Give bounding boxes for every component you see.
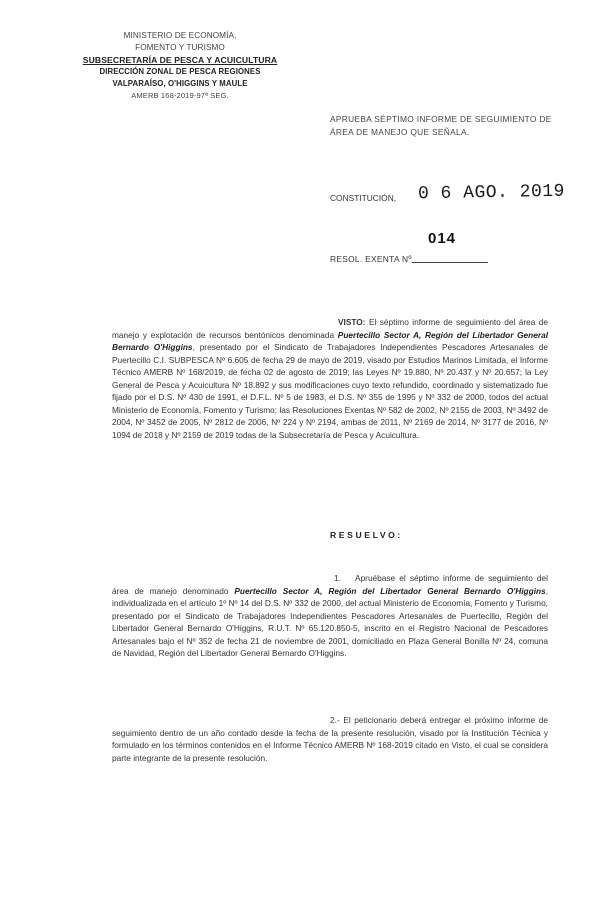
subsecretaria-line: SUBSECRETARÍA DE PESCA Y ACUICULTURA [82,55,278,65]
ministry-line: MINISTERIO DE ECONOMÍA, [123,31,237,40]
date-stamp: 0 6 AGO. 2019 [417,181,566,205]
item-2-text: El peticionario deberá entregar el próximo informe de seguimiento dentro de un año contado desde la fecha de la presente resolución, visado por la Institución Técnica y formulado en los términos contenidos en el Informe Técnico AMERB Nº 168-2019 citado en Visto, el cual se considera parte integrante de la presente resolución. [112,715,549,763]
resolution-number: 014 [428,230,457,247]
item-1-text-a: Apruébase el séptimo informe de seguimiento del área de manejo denominado [112,573,548,596]
item-1-area-name: Puertecillo Sector A, Región del Libertador General Bernardo O'Higgins [234,585,546,596]
resolution-label: RESOL. EXENTA Nº [330,254,412,264]
item-1-number: 1. [334,573,341,583]
item-1-paragraph [112,572,548,660]
regiones-line: VALPARAÍSO, O'HIGGINS Y MAULE [112,79,248,88]
visto-text-a: El séptimo informe de seguimiento del área de manejo y explotación de recursos bentónicos denominada [112,317,549,340]
direccion-zonal-line: DIRECCIÓN ZONAL DE PESCA REGIONES [99,67,261,76]
visto-text-b: , presentado por el Sindicato de Trabajadores Independientes Pescadores Artesanales de Puertecillo C.I. SUBPESCA Nº 6.605 de fecha 29 de mayo de 2019, visado por Estudios Marinos Limitada, el Informe Técnico AMERB Nº 168/2019, de fecha 02 de agosto de 2019; las Leyes Nº 19.880, Nº 20.437 y Nº 20.657; la Ley General de Pesca y Acuicultura Nº 18.892 y sus modificaciones cuyo texto refundido, coordinado y sistematizado fue fijado por el D.S. Nº 430 de 1991, el D.F.L. Nº 5 de 1983, el D.S. Nº 355 de 1995 y Nº 332 de 2000, todos del actual Ministerio de Economía, Fomento y Turismo; las Resoluciones Exentas Nº 582 de 2002, Nº 2155 de 2003, Nº 3492 de 2004, Nº 3452 de 2005, Nº 2812 de 2006, Nº 224 y Nº 2194, ambas de 2011, Nº 2169 de 2014, Nº 3177 de 2016, Nº 1094 de 2018 y Nº 2159 de 2019 todas de la Subsecretaría de Pesca y Acuicultura. [112,342,548,440]
amerb-reference: AMERB 168-2019-97ª SEG. [131,91,229,100]
visto-area-name: Puertecillo Sector A, Región del Libertador General Bernardo O'Higgins [112,329,549,352]
item-2-paragraph [112,714,548,764]
resuelvo-heading: RESUELVO: [330,530,403,540]
resolution-underline [412,262,488,263]
visto-label: VISTO: [338,317,366,327]
item-1-text-b: , individualizada en el artículo 1º Nº 14 del D.S. Nº 332 de 2000, del actual Ministerio de Economía, Fomento y Turismo, presentado por el Sindicato de Trabajadores Independientes Pescadores Artesanales de Puertecillo, Región del Libertador General Bernardo O'Higgins, R.U.T. Nº 65.120.850-5, inscrito en el Registro Nacional de Pescadores Artesanales bajo el Nº 352 de fecha 21 de noviembre de 2001, domiciliado en Plaza General Bonilla Nº 24, comuna de Navidad, Región del Libertador General Bernardo O'Higgins. [112,585,548,658]
item-2-number: 2.- [330,715,340,725]
ministry-line-2: FOMENTO Y TURISMO [135,43,225,52]
place-label: CONSTITUCIÓN, [330,193,397,203]
visto-paragraph [112,316,548,441]
document-subject: APRUEBA SÉPTIMO INFORME DE SEGUIMIENTO DE ÁREA DE MANEJO QUE SEÑALA. [330,114,552,137]
